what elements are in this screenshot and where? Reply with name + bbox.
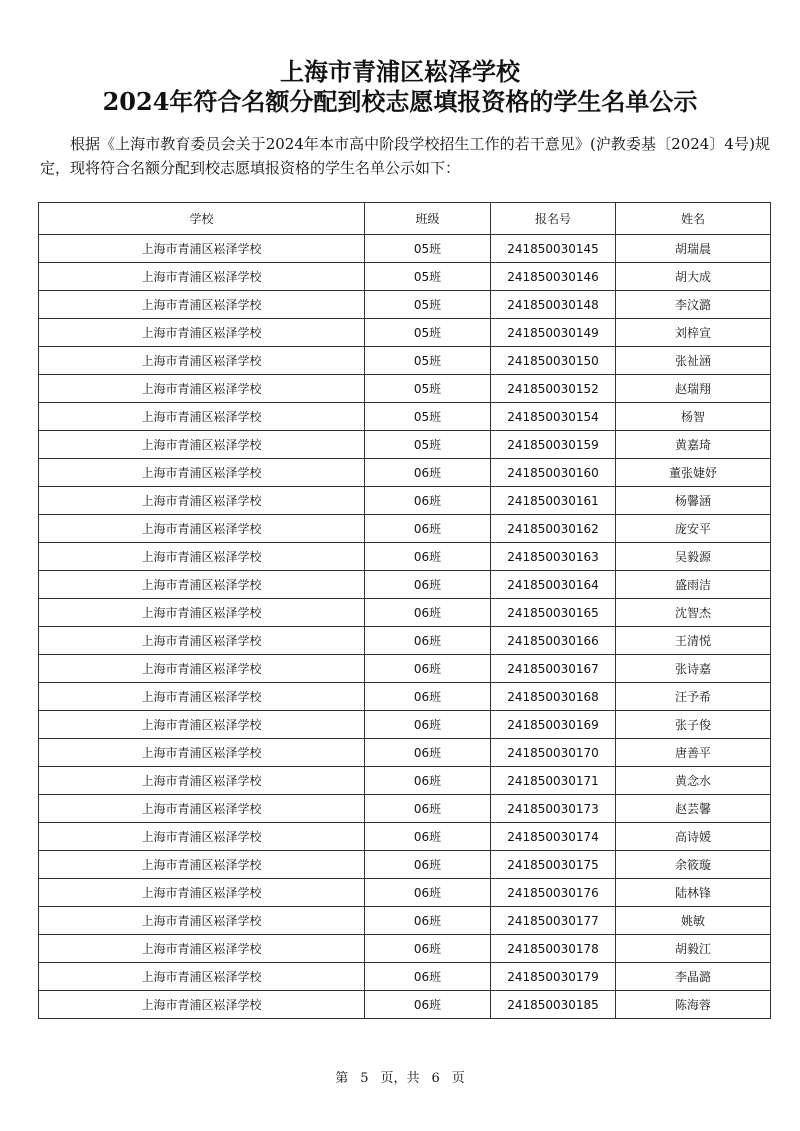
cell-class: 06班 xyxy=(365,515,491,543)
cell-school: 上海市青浦区崧泽学校 xyxy=(39,963,365,991)
cell-name: 黄念水 xyxy=(616,767,771,795)
cell-school: 上海市青浦区崧泽学校 xyxy=(39,627,365,655)
table-row xyxy=(39,291,771,319)
table-row xyxy=(39,599,771,627)
cell-name: 董张婕妤 xyxy=(616,459,771,487)
table-row xyxy=(39,403,771,431)
cell-class: 06班 xyxy=(365,711,491,739)
cell-class: 06班 xyxy=(365,571,491,599)
cell-class: 06班 xyxy=(365,599,491,627)
footer-page-total: 6 xyxy=(431,1071,440,1086)
cell-name: 吴毅源 xyxy=(616,543,771,571)
cell-registration-number: 241850030146 xyxy=(491,263,616,291)
cell-school: 上海市青浦区崧泽学校 xyxy=(39,403,365,431)
footer-middle: 页，共 xyxy=(380,1071,420,1086)
table-row xyxy=(39,879,771,907)
cell-school: 上海市青浦区崧泽学校 xyxy=(39,347,365,375)
cell-registration-number: 241850030152 xyxy=(491,375,616,403)
cell-registration-number: 241850030166 xyxy=(491,627,616,655)
table-row xyxy=(39,991,771,1019)
cell-name: 陆林锋 xyxy=(616,879,771,907)
cell-registration-number: 241850030168 xyxy=(491,683,616,711)
table-row xyxy=(39,711,771,739)
cell-registration-number: 241850030161 xyxy=(491,487,616,515)
cell-name: 李汶潞 xyxy=(616,291,771,319)
cell-registration-number: 241850030148 xyxy=(491,291,616,319)
table-row xyxy=(39,571,771,599)
cell-registration-number: 241850030159 xyxy=(491,431,616,459)
table-row xyxy=(39,851,771,879)
intro-paragraph: 根据《上海市教育委员会关于2024年本市高中阶段学校招生工作的若干意见》(沪教委基〔2024〕4号)规定，现将符合名额分配到校志愿填报资格的学生名单公示如下： xyxy=(40,135,770,177)
cell-name: 庞安平 xyxy=(616,515,771,543)
cell-registration-number: 241850030176 xyxy=(491,879,616,907)
cell-registration-number: 241850030177 xyxy=(491,907,616,935)
table-row xyxy=(39,627,771,655)
cell-registration-number: 241850030173 xyxy=(491,795,616,823)
table-row xyxy=(39,767,771,795)
cell-registration-number: 241850030163 xyxy=(491,543,616,571)
cell-school: 上海市青浦区崧泽学校 xyxy=(39,655,365,683)
cell-name: 张祉涵 xyxy=(616,347,771,375)
table-row xyxy=(39,375,771,403)
table-row xyxy=(39,795,771,823)
cell-school: 上海市青浦区崧泽学校 xyxy=(39,263,365,291)
table-row xyxy=(39,935,771,963)
cell-registration-number: 241850030185 xyxy=(491,991,616,1019)
cell-name: 杨智 xyxy=(616,403,771,431)
cell-class: 06班 xyxy=(365,991,491,1019)
table-row xyxy=(39,319,771,347)
cell-school: 上海市青浦区崧泽学校 xyxy=(39,683,365,711)
cell-school: 上海市青浦区崧泽学校 xyxy=(39,907,365,935)
cell-school: 上海市青浦区崧泽学校 xyxy=(39,571,365,599)
table-header-row xyxy=(39,203,771,235)
cell-school: 上海市青浦区崧泽学校 xyxy=(39,739,365,767)
cell-school: 上海市青浦区崧泽学校 xyxy=(39,711,365,739)
cell-name: 赵瑞翔 xyxy=(616,375,771,403)
cell-school: 上海市青浦区崧泽学校 xyxy=(39,459,365,487)
table-row xyxy=(39,543,771,571)
table-row xyxy=(39,907,771,935)
cell-name: 唐善平 xyxy=(616,739,771,767)
cell-name: 高诗媛 xyxy=(616,823,771,851)
cell-registration-number: 241850030154 xyxy=(491,403,616,431)
cell-name: 赵芸馨 xyxy=(616,795,771,823)
cell-class: 06班 xyxy=(365,487,491,515)
table-row xyxy=(39,347,771,375)
table-row xyxy=(39,655,771,683)
table-row xyxy=(39,963,771,991)
cell-school: 上海市青浦区崧泽学校 xyxy=(39,319,365,347)
cell-class: 06班 xyxy=(365,851,491,879)
document-subtitle: 2024年符合名额分配到校志愿填报资格的学生名单公示 xyxy=(102,87,698,116)
cell-name: 张诗嘉 xyxy=(616,655,771,683)
cell-registration-number: 241850030171 xyxy=(491,767,616,795)
cell-registration-number: 241850030162 xyxy=(491,515,616,543)
cell-class: 06班 xyxy=(365,795,491,823)
cell-class: 06班 xyxy=(365,767,491,795)
cell-name: 胡瑞晨 xyxy=(616,235,771,263)
cell-class: 05班 xyxy=(365,235,491,263)
cell-name: 姚敏 xyxy=(616,907,771,935)
cell-school: 上海市青浦区崧泽学校 xyxy=(39,795,365,823)
cell-registration-number: 241850030160 xyxy=(491,459,616,487)
cell-registration-number: 241850030169 xyxy=(491,711,616,739)
cell-name: 张子俊 xyxy=(616,711,771,739)
cell-name: 胡毅江 xyxy=(616,935,771,963)
cell-name: 沈智杰 xyxy=(616,599,771,627)
cell-school: 上海市青浦区崧泽学校 xyxy=(39,767,365,795)
cell-class: 05班 xyxy=(365,403,491,431)
cell-class: 06班 xyxy=(365,459,491,487)
cell-name: 陈海蓉 xyxy=(616,991,771,1019)
header-class: 班级 xyxy=(365,203,491,235)
cell-class: 06班 xyxy=(365,963,491,991)
cell-school: 上海市青浦区崧泽学校 xyxy=(39,431,365,459)
cell-school: 上海市青浦区崧泽学校 xyxy=(39,823,365,851)
cell-school: 上海市青浦区崧泽学校 xyxy=(39,991,365,1019)
table-row xyxy=(39,235,771,263)
table-row xyxy=(39,263,771,291)
cell-name: 刘梓宣 xyxy=(616,319,771,347)
table-row xyxy=(39,823,771,851)
cell-class: 06班 xyxy=(365,879,491,907)
cell-class: 05班 xyxy=(365,263,491,291)
cell-school: 上海市青浦区崧泽学校 xyxy=(39,375,365,403)
header-school: 学校 xyxy=(39,203,365,235)
table-row xyxy=(39,459,771,487)
cell-class: 06班 xyxy=(365,683,491,711)
cell-school: 上海市青浦区崧泽学校 xyxy=(39,543,365,571)
cell-class: 06班 xyxy=(365,935,491,963)
student-list-table xyxy=(38,202,771,1019)
cell-school: 上海市青浦区崧泽学校 xyxy=(39,851,365,879)
cell-registration-number: 241850030167 xyxy=(491,655,616,683)
cell-name: 余筱璇 xyxy=(616,851,771,879)
cell-school: 上海市青浦区崧泽学校 xyxy=(39,599,365,627)
cell-registration-number: 241850030178 xyxy=(491,935,616,963)
cell-registration-number: 241850030165 xyxy=(491,599,616,627)
cell-school: 上海市青浦区崧泽学校 xyxy=(39,291,365,319)
table-row xyxy=(39,739,771,767)
page-footer xyxy=(0,1067,800,1086)
table-body xyxy=(39,235,771,1019)
cell-name: 王清悦 xyxy=(616,627,771,655)
cell-class: 06班 xyxy=(365,627,491,655)
cell-school: 上海市青浦区崧泽学校 xyxy=(39,235,365,263)
cell-registration-number: 241850030164 xyxy=(491,571,616,599)
footer-suffix: 页 xyxy=(451,1071,465,1086)
cell-name: 盛雨洁 xyxy=(616,571,771,599)
cell-class: 06班 xyxy=(365,655,491,683)
table-row xyxy=(39,683,771,711)
header-name: 姓名 xyxy=(616,203,771,235)
cell-class: 05班 xyxy=(365,431,491,459)
cell-name: 杨馨涵 xyxy=(616,487,771,515)
footer-page-number: 5 xyxy=(360,1071,369,1086)
document-title: 上海市青浦区崧泽学校 xyxy=(280,57,520,86)
cell-name: 李晶潞 xyxy=(616,963,771,991)
cell-class: 05班 xyxy=(365,319,491,347)
cell-name: 汪予希 xyxy=(616,683,771,711)
cell-class: 05班 xyxy=(365,347,491,375)
cell-class: 06班 xyxy=(365,739,491,767)
cell-registration-number: 241850030150 xyxy=(491,347,616,375)
footer-prefix: 第 xyxy=(335,1071,349,1086)
cell-registration-number: 241850030174 xyxy=(491,823,616,851)
cell-class: 06班 xyxy=(365,907,491,935)
table-row xyxy=(39,515,771,543)
header-registration-number: 报名号 xyxy=(491,203,616,235)
cell-class: 06班 xyxy=(365,543,491,571)
cell-registration-number: 241850030175 xyxy=(491,851,616,879)
cell-registration-number: 241850030149 xyxy=(491,319,616,347)
cell-class: 06班 xyxy=(365,823,491,851)
cell-class: 05班 xyxy=(365,375,491,403)
cell-school: 上海市青浦区崧泽学校 xyxy=(39,879,365,907)
cell-class: 05班 xyxy=(365,291,491,319)
cell-school: 上海市青浦区崧泽学校 xyxy=(39,515,365,543)
cell-name: 胡大成 xyxy=(616,263,771,291)
cell-registration-number: 241850030170 xyxy=(491,739,616,767)
cell-registration-number: 241850030179 xyxy=(491,963,616,991)
cell-school: 上海市青浦区崧泽学校 xyxy=(39,487,365,515)
table-row xyxy=(39,487,771,515)
cell-name: 黄嘉琦 xyxy=(616,431,771,459)
table-row xyxy=(39,431,771,459)
cell-registration-number: 241850030145 xyxy=(491,235,616,263)
cell-school: 上海市青浦区崧泽学校 xyxy=(39,935,365,963)
